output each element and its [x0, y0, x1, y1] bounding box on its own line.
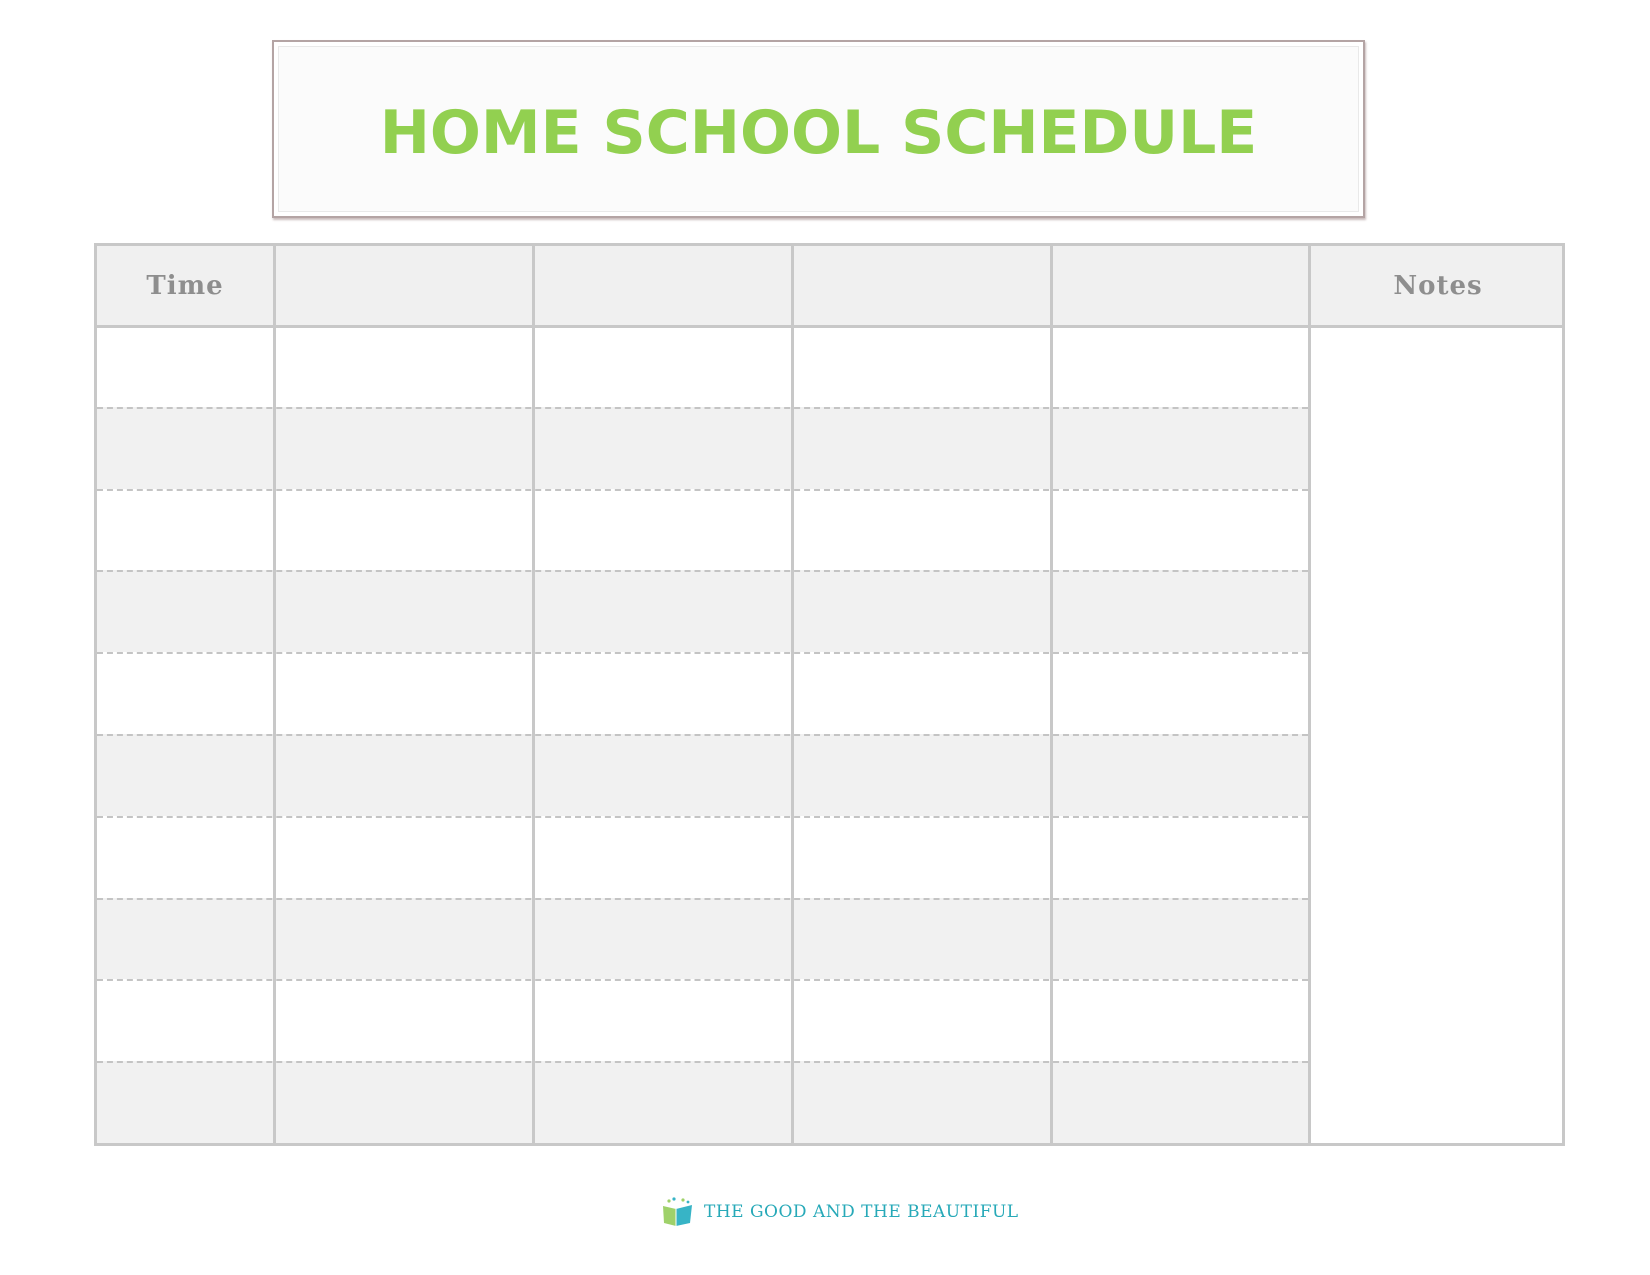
table-row[interactable] [97, 489, 1308, 571]
table-row[interactable] [97, 734, 1308, 816]
table-header-row [97, 246, 1562, 328]
column-divider [273, 246, 276, 1143]
brand-name: THE GOOD AND THE BEAUTIFUL [704, 1202, 1019, 1222]
title-box [272, 40, 1365, 218]
column-divider [1308, 246, 1311, 1143]
page-title: HOME SCHOOL SCHEDULE [379, 98, 1258, 168]
header-column-4 [1053, 246, 1309, 325]
table-row[interactable] [97, 898, 1308, 980]
table-row[interactable] [97, 652, 1308, 734]
table-row[interactable] [97, 1061, 1308, 1143]
table-row[interactable] [97, 570, 1308, 652]
table-row[interactable] [97, 325, 1308, 407]
footer-brand [660, 1195, 1019, 1229]
table-row[interactable] [97, 816, 1308, 898]
header-column-1 [276, 246, 532, 325]
header-notes: Notes [1393, 270, 1483, 301]
header-column-3 [794, 246, 1050, 325]
header-time: Time [146, 270, 224, 301]
book-logo-icon [660, 1196, 696, 1228]
table-row[interactable] [97, 407, 1308, 489]
column-divider [1050, 246, 1053, 1143]
column-divider [532, 246, 535, 1143]
table-row[interactable] [97, 979, 1308, 1061]
notes-area[interactable] [1311, 328, 1562, 1143]
schedule-table [94, 243, 1565, 1146]
column-divider [791, 246, 794, 1143]
header-column-2 [535, 246, 791, 325]
